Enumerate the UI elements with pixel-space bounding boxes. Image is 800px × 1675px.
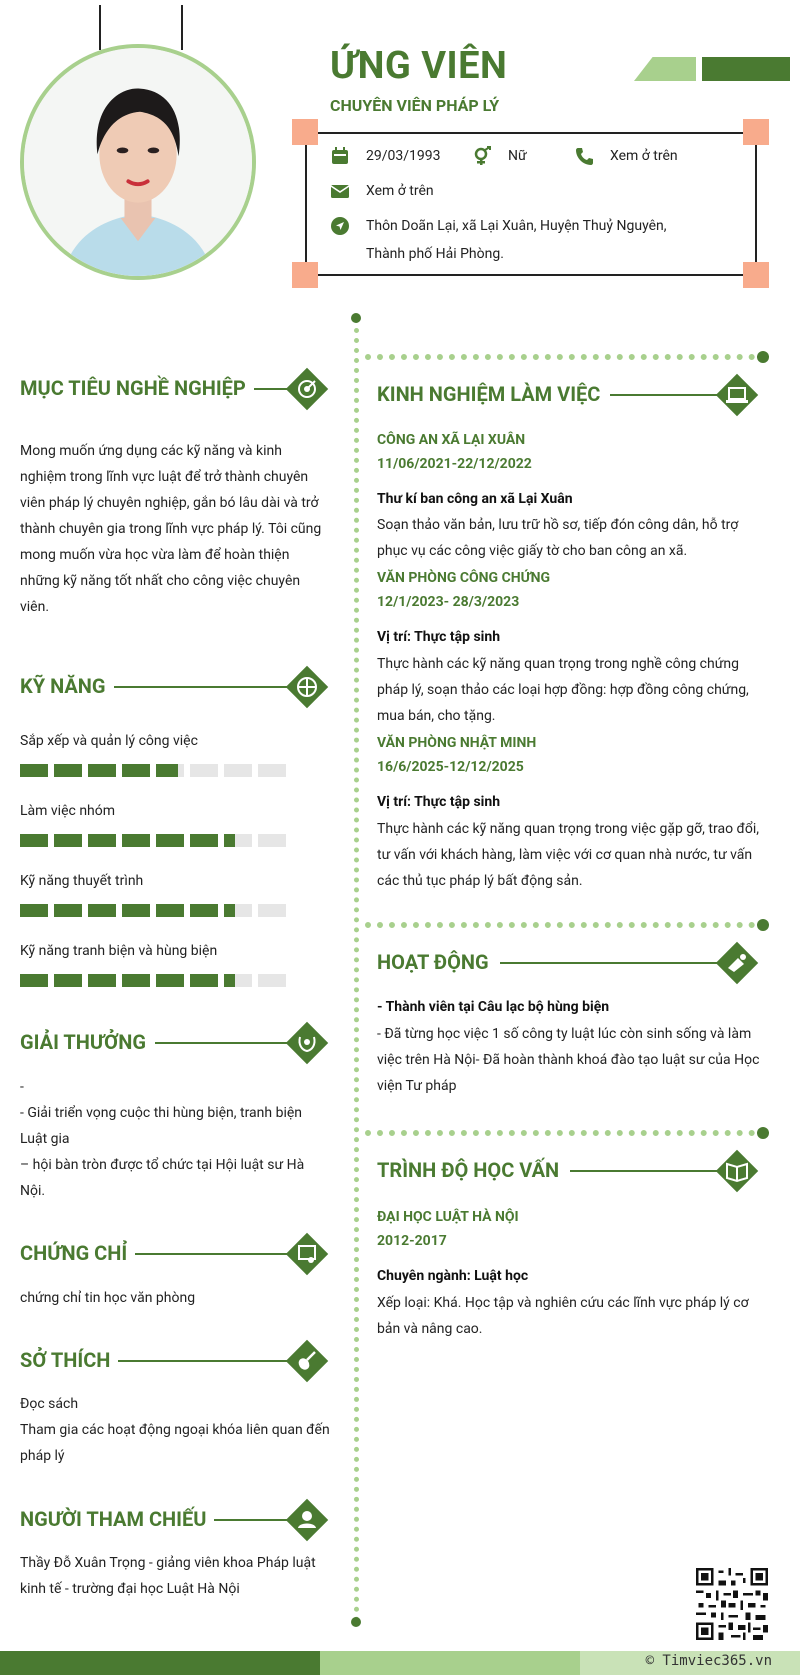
skill-bar-segment: [190, 834, 218, 847]
phone-icon: [574, 146, 594, 166]
experience-position: Vị trí: Thực tập sinh: [377, 629, 501, 645]
section-line: [110, 686, 300, 688]
activities-heading: - Thành viên tại Câu lạc bộ hùng biện: [377, 999, 610, 1015]
awards-line: -: [20, 1079, 24, 1095]
timeline-branch-activities: [365, 922, 755, 928]
activity-line: - Đã từng học việc 1 số công ty luật lúc còn sinh sống và làm: [377, 1026, 752, 1042]
skill-bar-fill: [122, 904, 150, 917]
timeline-dot: [757, 919, 769, 931]
skill-bar-segment: [20, 764, 48, 777]
skill-bar-fill: [88, 834, 116, 847]
timeline-branch-experience: [365, 354, 755, 360]
objective-line: thành chuyên gia trong lĩnh vực pháp lý. Tôi cũng: [20, 521, 322, 537]
skill-bar-segment: [224, 764, 252, 777]
skill-bar-segment: [122, 974, 150, 987]
book-icon: [712, 1146, 762, 1196]
timeline-dot: [757, 351, 769, 363]
skill-bar-segment: [258, 834, 286, 847]
photo-hanger-right: [181, 5, 183, 50]
skill-bar-fill: [224, 834, 235, 847]
skill-bar-segment: [190, 764, 218, 777]
footer-copyright: © Timviec365.vn: [645, 1653, 772, 1669]
skill-bar-fill: [54, 974, 82, 987]
activity-line: việc trên Hà Nội- Đã hoàn thành khoá đào tạo luật sư của Học: [377, 1052, 760, 1068]
experience-date: 12/1/2023- 28/3/2023: [377, 594, 520, 610]
skill-bar-segment: [156, 834, 184, 847]
skill-label: Kỹ năng tranh biện và hùng biện: [20, 943, 218, 959]
timeline-dot: [757, 1127, 769, 1139]
skill-bar-segment: [54, 764, 82, 777]
section-line: [135, 1253, 300, 1255]
skills-title: KỸ NĂNG: [20, 674, 114, 698]
education-date: 2012-2017: [377, 1233, 447, 1249]
skill-bar-segment: [88, 904, 116, 917]
experience-line: phục vụ các công việc giấy tờ cho ban công an xã.: [377, 543, 688, 559]
gender: Nữ: [508, 148, 527, 164]
skill-bar-segment: [122, 764, 150, 777]
skill-bar-segment: [20, 834, 48, 847]
awards-text: [20, 1074, 330, 1204]
skill-bar-segment: [190, 974, 218, 987]
email: Xem ở trên: [366, 183, 434, 199]
education-major: Chuyên ngành: Luật học: [377, 1268, 529, 1284]
experience-desc: [377, 512, 768, 564]
skill-bar-fill: [54, 904, 82, 917]
objective-line: viên pháp lý chuyên nghiệp, gắn bó lâu dài và trở: [20, 495, 319, 511]
skill-bar-segment: [54, 904, 82, 917]
skill-bar-segment: [88, 974, 116, 987]
experience-org: CÔNG AN XÃ LẠI XUÂN: [377, 432, 526, 448]
certificate-line: chứng chỉ tin học văn phòng: [20, 1290, 196, 1306]
experience-org: VĂN PHÒNG CÔNG CHỨNG: [377, 570, 551, 586]
experience-desc: [377, 651, 768, 729]
experience-date: 16/6/2025-12/12/2025: [377, 759, 524, 775]
skill-bar-segment: [88, 764, 116, 777]
contact-box-corner: [743, 119, 769, 145]
contact-box-corner: [743, 262, 769, 288]
header-decoration-light: [634, 57, 696, 81]
skill-bar-fill: [20, 834, 48, 847]
awards-title: GIẢI THƯỞNG: [20, 1030, 154, 1054]
phone: Xem ở trên: [610, 148, 678, 164]
experience-position: Thư kí ban công an xã Lại Xuân: [377, 491, 573, 507]
section-line: [500, 962, 730, 964]
email-icon: [330, 181, 350, 201]
hobby-line: Đọc sách: [20, 1396, 79, 1412]
skill-bar-segment: [54, 834, 82, 847]
reference-line: kinh tế - trường đại học Luật Hà Nội: [20, 1581, 240, 1597]
objective-text: [20, 438, 330, 620]
skill-bar-segment: [20, 974, 48, 987]
candidate-role: CHUYÊN VIÊN PHÁP LÝ: [330, 96, 500, 115]
gender-icon: [472, 146, 492, 166]
skill-bar-fill: [156, 764, 178, 777]
experience-org: VĂN PHÒNG NHẬT MINH: [377, 735, 537, 751]
education-line: Xếp loại: Khá. Học tập và nghiên cứu các lĩnh vực pháp lý cơ: [377, 1295, 749, 1311]
activities-title: HOẠT ĐỘNG: [377, 950, 497, 974]
skill-bar: [20, 974, 288, 987]
experience-line: mua bán, cho tặng.: [377, 708, 496, 724]
contact-box-corner: [292, 262, 318, 288]
skill-bar-segment: [122, 904, 150, 917]
skill-bar-fill: [20, 904, 48, 917]
skill-label: Kỹ năng thuyết trình: [20, 873, 144, 889]
skill-label: Sắp xếp và quản lý công việc: [20, 733, 198, 749]
skill-bar-fill: [190, 904, 218, 917]
phone-row: [574, 146, 678, 166]
laptop-icon: [712, 370, 762, 420]
skill-bar-fill: [156, 834, 184, 847]
violin-icon: [282, 1336, 332, 1386]
experience-line: pháp lý, soạn thảo các loại hợp đồng: hợp đồng công chứng,: [377, 682, 749, 698]
contact-box-corner: [292, 119, 318, 145]
skill-bar-fill: [122, 974, 150, 987]
awards-line: – hội bàn tròn được tổ chức tại Hội luật sư Hà: [20, 1157, 305, 1173]
certificates-text: [20, 1285, 330, 1311]
skill-bar-fill: [88, 974, 116, 987]
skill-bar-fill: [122, 764, 150, 777]
skill-bar-fill: [156, 974, 184, 987]
skill-bar-fill: [224, 974, 235, 987]
skill-bar-fill: [20, 974, 48, 987]
education-line: bản và nâng cao.: [377, 1321, 483, 1337]
birthdate: 29/03/1993: [366, 148, 441, 164]
skill-bar: [20, 904, 288, 917]
skill-bar-segment: [224, 974, 252, 987]
photo-hanger-left: [99, 5, 101, 50]
gender-row: [472, 146, 527, 166]
awards-line: Luật gia: [20, 1131, 70, 1147]
certificates-title: CHỨNG CHỈ: [20, 1241, 135, 1265]
hobby-line: pháp lý: [20, 1448, 65, 1464]
skill-bar-fill: [88, 764, 116, 777]
section-line: [155, 1042, 300, 1044]
skill-bar-fill: [122, 834, 150, 847]
header-decoration-dark: [702, 57, 790, 81]
section-line: [118, 1360, 300, 1362]
skill-bar-fill: [190, 834, 218, 847]
objective-line: viên.: [20, 599, 50, 615]
footer-bar-light: [320, 1651, 580, 1675]
skill-bar-segment: [20, 904, 48, 917]
timeline-branch-education: [365, 1130, 755, 1136]
experience-line: Soạn thảo văn bản, lưu trữ hồ sơ, tiếp đón công dân, hỗ trợ: [377, 517, 739, 533]
references-title: NGƯỜI THAM CHIẾU: [20, 1507, 214, 1531]
calendar-icon: [330, 146, 350, 166]
skill-bar-fill: [88, 904, 116, 917]
skill-bar-fill: [156, 904, 184, 917]
activity-icon: [712, 938, 762, 988]
references-text: [20, 1550, 330, 1602]
experience-line: các thủ tục pháp lý bất động sản.: [377, 873, 583, 889]
skill-label: Làm việc nhóm: [20, 803, 116, 819]
experience-line: Thực hành các kỹ năng quan trọng trong việc gặp gỡ, trao đổi,: [377, 821, 760, 837]
skill-bar-segment: [54, 974, 82, 987]
footer-bar-dark: [0, 1651, 320, 1675]
email-row: [330, 181, 434, 201]
reference-line: Thầy Đỗ Xuân Trọng - giảng viên khoa Pháp luật: [20, 1555, 316, 1571]
experience-line: Thực hành các kỹ năng quan trọng trong nghề công chứng: [377, 656, 739, 672]
skill-bar-segment: [156, 974, 184, 987]
skills-icon: [282, 662, 332, 712]
experience-line: tư vấn với khách hàng, làm việc với cơ quan nhà nước, tư vấn: [377, 847, 753, 863]
timeline-vertical: [354, 318, 359, 1623]
skill-bar-segment: [258, 904, 286, 917]
skill-bar-fill: [54, 834, 82, 847]
skill-bar-segment: [190, 904, 218, 917]
experience-desc: [377, 816, 768, 894]
objective-line: những kỹ năng tốt nhất cho công việc chuyên: [20, 573, 301, 589]
address-row: [330, 216, 667, 236]
address-line1: Thôn Doãn Lại, xã Lại Xuân, Huyện Thuỷ Nguyên,: [366, 218, 667, 234]
skill-bar-segment: [122, 834, 150, 847]
skill-bar-segment: [88, 834, 116, 847]
avatar-portrait: [24, 48, 252, 276]
objective-title: MỤC TIÊU NGHỀ NGHIỆP: [20, 376, 254, 400]
education-org: ĐẠI HỌC LUẬT HÀ NỘI: [377, 1209, 519, 1225]
activity-line: viện Tư pháp: [377, 1078, 457, 1094]
certificate-icon: [282, 1229, 332, 1279]
laurel-icon: [282, 1018, 332, 1068]
skill-bar-fill: [224, 904, 235, 917]
skill-bar-segment: [258, 764, 286, 777]
birthdate-row: [330, 146, 441, 166]
target-icon: [282, 364, 332, 414]
education-title: TRÌNH ĐỘ HỌC VẤN: [377, 1158, 567, 1182]
timeline-dot-top: [351, 313, 361, 323]
location-icon: [330, 216, 350, 236]
hobbies-title: SỞ THÍCH: [20, 1348, 118, 1372]
skill-bar-segment: [156, 764, 184, 777]
skill-bar-fill: [20, 764, 48, 777]
address-line2: Thành phố Hải Phòng.: [366, 246, 504, 262]
skill-bar-segment: [224, 904, 252, 917]
skill-bar-segment: [156, 904, 184, 917]
person-icon: [282, 1495, 332, 1545]
experience-title: KINH NGHIỆM LÀM VIỆC: [377, 382, 608, 406]
skill-bar: [20, 764, 288, 777]
objective-line: mong muốn vừa học vừa làm để hoàn thiện: [20, 547, 290, 563]
skill-bar-fill: [190, 974, 218, 987]
objective-line: Mong muốn ứng dụng các kỹ năng và kinh: [20, 443, 282, 459]
candidate-name: ỨNG VIÊN: [330, 44, 508, 88]
address-row-2: [366, 246, 504, 262]
section-line: [570, 1170, 730, 1172]
awards-line: - Giải triển vọng cuộc thi hùng biện, tranh biện: [20, 1105, 303, 1121]
skill-bar: [20, 834, 288, 847]
skill-bar-segment: [258, 974, 286, 987]
awards-line: Nội.: [20, 1183, 46, 1199]
experience-date: 11/06/2021-22/12/2022: [377, 456, 532, 472]
skill-bar-segment: [224, 834, 252, 847]
objective-line: nghiệm trong lĩnh vực luật để trở thành chuyên: [20, 469, 309, 485]
education-desc: [377, 1290, 768, 1342]
avatar: [20, 44, 256, 280]
experience-position: Vị trí: Thực tập sinh: [377, 794, 501, 810]
hobby-line: Tham gia các hoạt động ngoại khóa liên quan đến: [20, 1422, 330, 1438]
skill-bar-fill: [54, 764, 82, 777]
activities-desc: [377, 1021, 768, 1099]
qr-code-icon: [696, 1568, 768, 1640]
timeline-dot-bottom: [351, 1617, 361, 1627]
hobbies-text: [20, 1391, 330, 1469]
